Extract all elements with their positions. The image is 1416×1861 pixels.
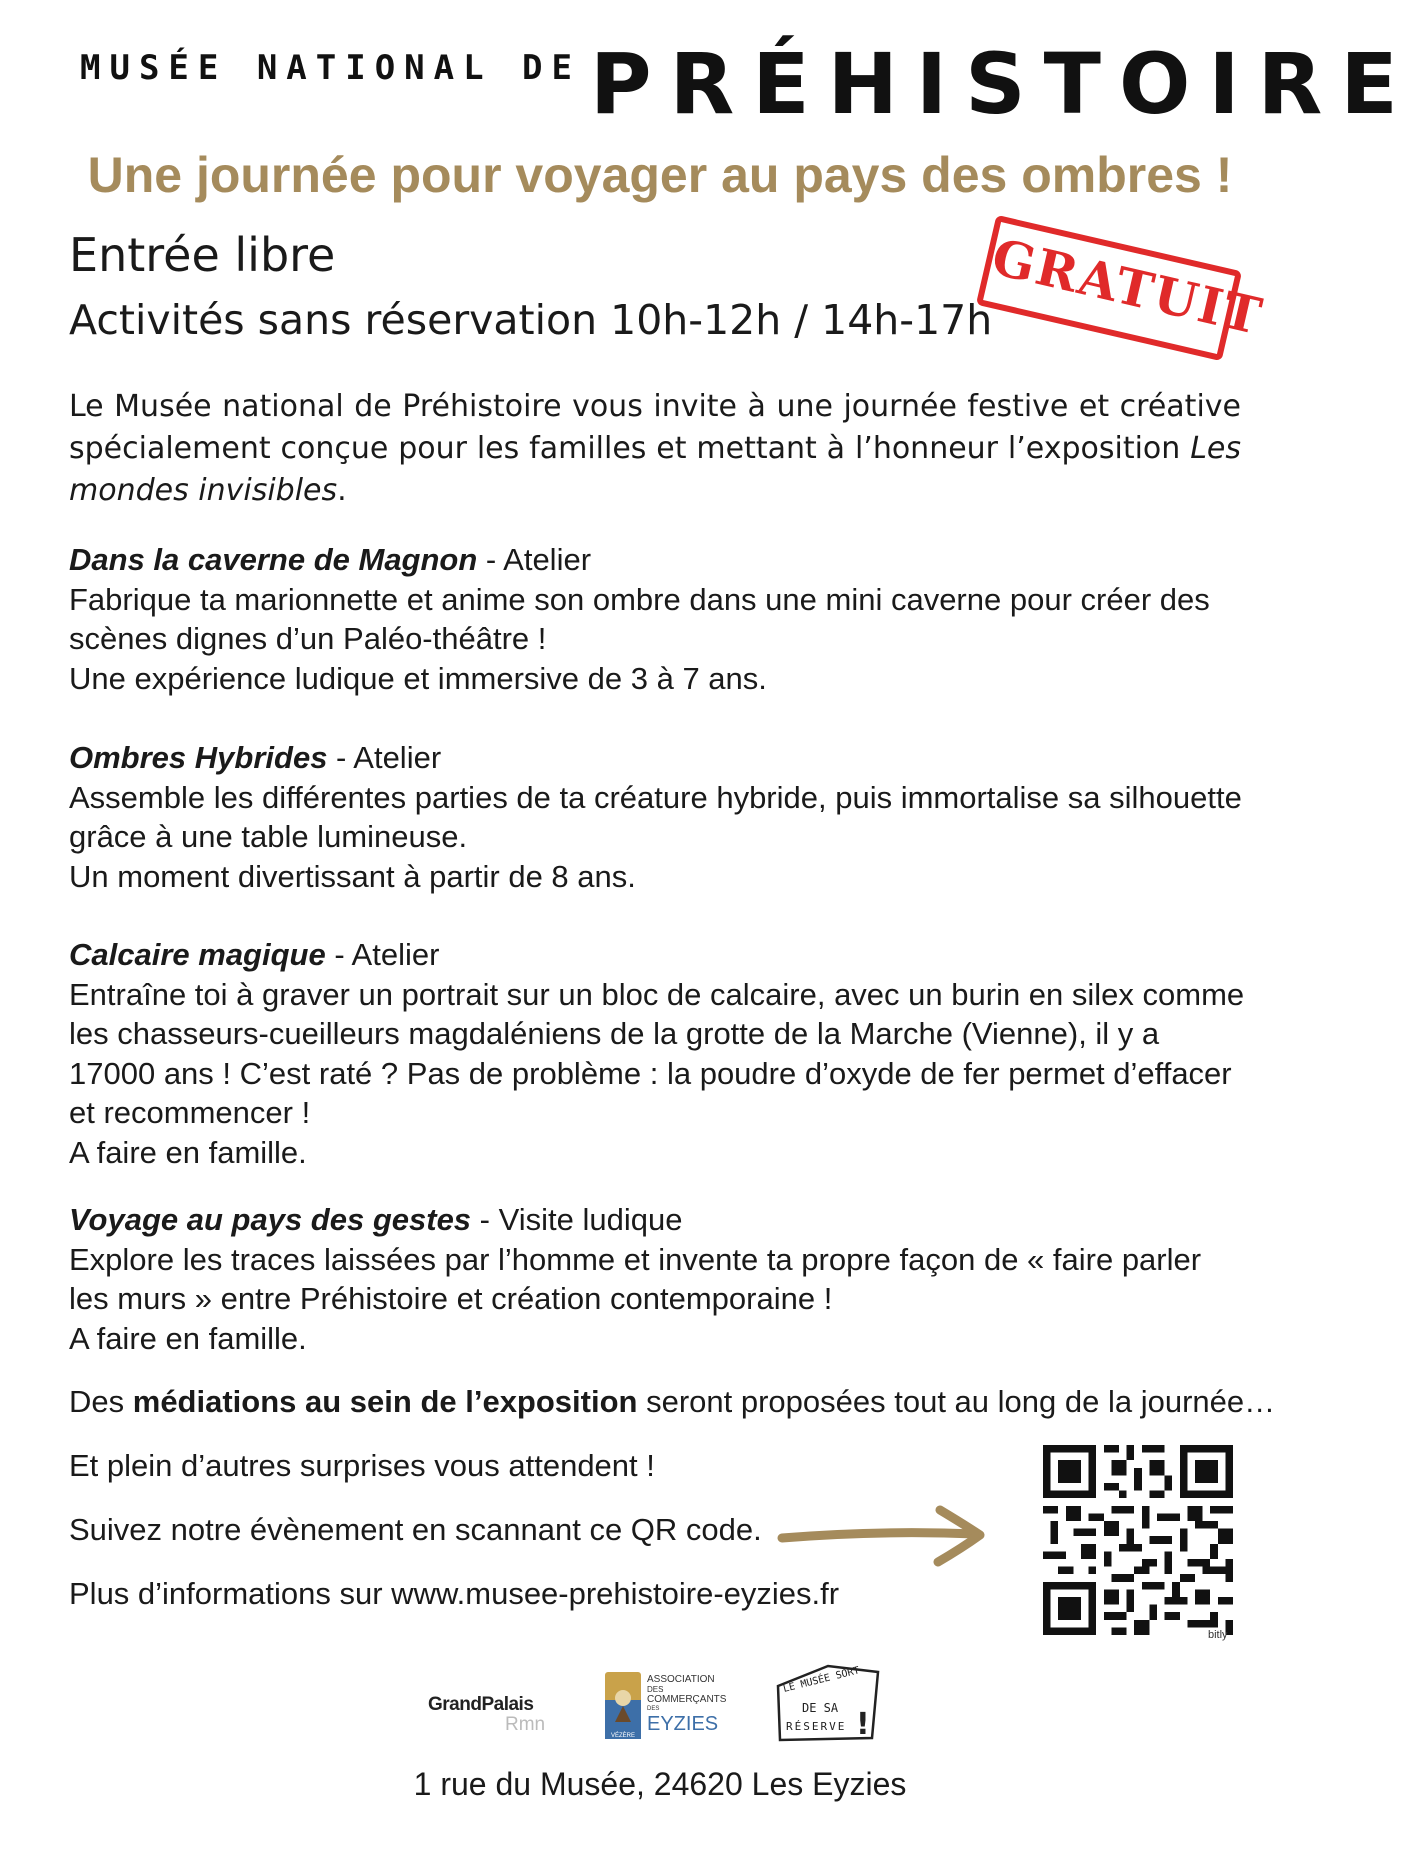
intro-end: . (337, 473, 347, 508)
website-info[interactable]: Plus d’informations sur www.musee-prehistoire-eyzies.fr (69, 1576, 840, 1611)
gratuit-stamp: GRATUIT (976, 215, 1242, 361)
assoc-line5: EYZIES (647, 1713, 719, 1735)
section-audience: Une expérience ludique et immersive de 3 à 7 ans. (69, 660, 767, 696)
musee-line3: RÉSERVE (786, 1720, 847, 1733)
assoc-line3: COMMERÇANTS (647, 1694, 727, 1705)
assoc-badge: VÉZÈRE (610, 1733, 636, 1739)
qr-instruction: Suivez notre évènement en scannant ce QR code. (69, 1512, 762, 1547)
section-ombres (69, 738, 1249, 896)
mediations-post: seront proposées tout au long de la journée… (637, 1384, 1276, 1419)
section-type: - Atelier (327, 740, 442, 775)
assoc-line2: DES (647, 1685, 664, 1694)
musee-line2: DE SA (802, 1701, 839, 1715)
section-description: Entraîne toi à graver un portrait sur un bloc de calcaire, avec un burin en silex comme les chasseurs-cueilleurs magdaléniens de la grotte de la Marche (Vienne), il y a 17000 ans ! C’est raté ? Pas de problème : la poudre d’oxyde de fer permet d’effacer et recommencer ! (69, 976, 1245, 1131)
musee-line1: LE MUSÉE SORT (782, 1665, 861, 1695)
section-type: - Atelier (477, 542, 592, 577)
section-description: Fabrique ta marionnette et anime son ombre dans une mini caverne pour créer des scènes dignes d’un Paléo-théâtre ! (69, 581, 1210, 657)
entree-libre: Entrée libre (69, 228, 336, 282)
section-title: Voyage au pays des gestes (69, 1202, 472, 1237)
activities-hours: Activités sans réservation 10h-12h / 14h-17h (69, 296, 993, 344)
section-calcaire (69, 935, 1249, 1173)
section-gestes (69, 1200, 1249, 1358)
musee-line4: ! (856, 1707, 870, 1742)
museum-address: 1 rue du Musée, 24620 Les Eyzies (413, 1766, 907, 1802)
mediations-bold: médiations au sein de l’exposition (132, 1384, 638, 1419)
section-caverne (69, 540, 1249, 698)
association-commercants-logo (601, 1668, 731, 1742)
section-audience: A faire en famille. (69, 1320, 307, 1356)
musee-sort-de-sa-reserve-logo (772, 1660, 890, 1744)
event-subtitle: Une journée pour voyager au pays des ombres ! (87, 147, 1233, 203)
section-audience: Un moment divertissant à partir de 8 ans. (69, 858, 636, 894)
intro-paragraph (69, 386, 1241, 512)
museum-name-big: PRÉHISTOIRE (590, 35, 1416, 133)
surprises-line: Et plein d’autres surprises vous attendent ! (69, 1448, 655, 1483)
assoc-line4: DES (647, 1706, 660, 1712)
museum-header (80, 35, 1416, 133)
section-type: - Visite ludique (471, 1202, 683, 1237)
assoc-line1: ASSOCIATION (647, 1674, 715, 1685)
section-title: Calcaire magique (69, 937, 326, 972)
intro-text: Le Musée national de Préhistoire vous invite à une journée festive et créative spécialement conçue pour les familles et mettant à l’honneur l’exposition (69, 389, 1241, 466)
section-title: Ombres Hybrides (69, 740, 328, 775)
section-description: Explore les traces laissées par l’homme et invente ta propre façon de « faire parler les murs » entre Préhistoire et création contemporaine ! (69, 1241, 1202, 1317)
mediations-pre: Des (69, 1384, 133, 1419)
qr-provider-label: bitly (1208, 1629, 1228, 1641)
arrow-right-icon (780, 1500, 1000, 1570)
qr-code[interactable] (1043, 1445, 1233, 1635)
mediations-line (69, 1384, 1275, 1420)
exhibition-title: Les mondes invisibles (69, 431, 1241, 508)
grandpalais-rmn-logo (428, 1694, 558, 1754)
section-title: Dans la caverne de Magnon (69, 542, 478, 577)
museum-name-small: MUSÉE NATIONAL DE (80, 48, 581, 88)
section-description: Assemble les différentes parties de ta créature hybride, puis immortalise sa silhouette grâce à une table lumineuse. (69, 779, 1242, 855)
section-audience: A faire en famille. (69, 1134, 307, 1170)
rmn-text: Rmn (505, 1714, 546, 1735)
section-type: - Atelier (325, 937, 440, 972)
grandpalais-text: GrandPalais (428, 1694, 534, 1715)
